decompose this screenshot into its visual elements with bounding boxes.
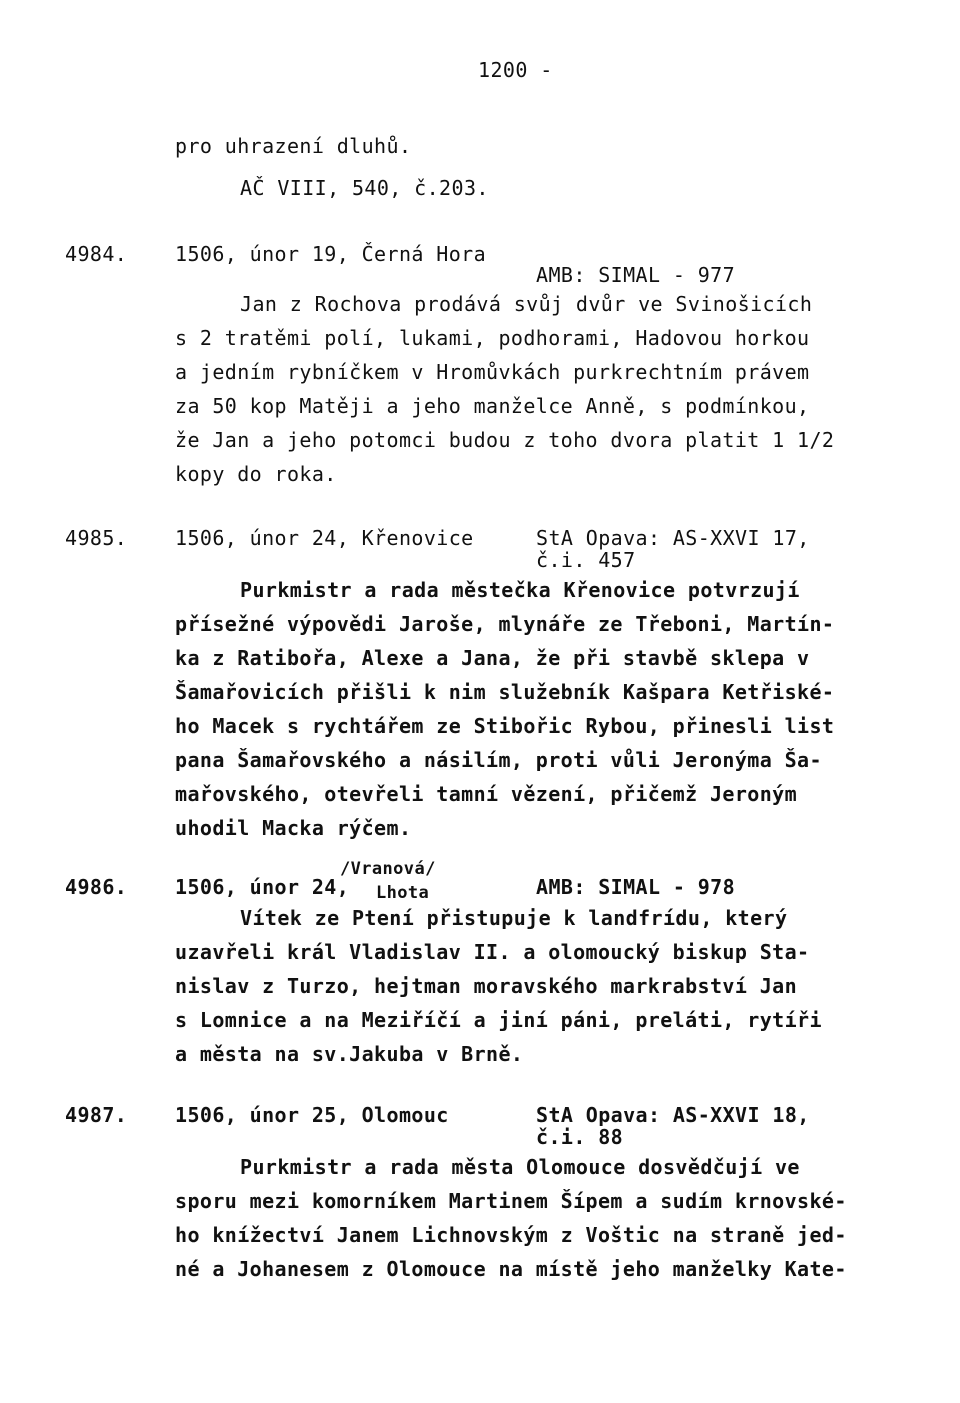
entry-text-line: uzavřeli král Vladislav II. a olomoucký biskup Sta- (175, 940, 810, 964)
entry-archive: StA Opava: AS-XXVI 17, (536, 526, 810, 550)
entry-text-line: Jan z Rochova prodává svůj dvůr ve Svinošicích (240, 292, 813, 316)
entry-text-line: pana Šamařovského a násilím, proti vůli Jeronýma Ša- (175, 748, 822, 772)
entry-text-line: že Jan a jeho potomci budou z toho dvora platit 1 1/2 (175, 428, 835, 452)
entry-archive-detail: č.i. 88 (536, 1125, 624, 1149)
entry-text-line: za 50 kop Matěji a jeho manželce Anně, s podmínkou, (175, 394, 810, 418)
entry-text-line: přísežné výpovědi Jaroše, mlynáře ze Třeboni, Martín- (175, 612, 835, 636)
page-number: 1200 - (478, 58, 553, 82)
entry-archive: AMB: SIMAL - 977 (536, 263, 736, 287)
entry-archive-detail: č.i. 457 (536, 548, 636, 572)
entry-place-upper: /Vranová/ (340, 859, 436, 879)
entry-text-line: kopy do roka. (175, 462, 337, 486)
entry-text-line: a města na sv.Jakuba v Brně. (175, 1042, 524, 1066)
entry-number: 4985. (65, 526, 128, 550)
entry-text-line: né a Johanesem z Olomouce na místě jeho manželky Kate- (175, 1257, 847, 1281)
entry-text-line: uhodil Macka rýčem. (175, 816, 412, 840)
entry-date-place: 1506, únor 24, Křenovice (175, 526, 474, 550)
entry-text-line: a jedním rybníčkem v Hromůvkách purkrechtním právem (175, 360, 810, 384)
entry-number: 4984. (65, 242, 128, 266)
entry-text-line: Purkmistr a rada městečka Křenovice potvrzují (240, 578, 800, 602)
entry-place-lower: Lhota (376, 883, 430, 903)
entry-date-place: 1506, únor 24, (175, 875, 350, 899)
entry-date-place: 1506, únor 25, Olomouc (175, 1103, 449, 1127)
intro-line: pro uhrazení dluhů. (175, 134, 412, 158)
entry-text-line: sporu mezi komorníkem Martinem Šípem a sudím krnovské- (175, 1189, 847, 1213)
intro-source: AČ VIII, 540, č.203. (240, 176, 489, 200)
entry-text-line: s 2 tratěmi polí, lukami, podhorami, Hadovou horkou (175, 326, 810, 350)
entry-number: 4987. (65, 1103, 128, 1127)
entry-text-line: ho knížectví Janem Lichnovským z Voštic na straně jed- (175, 1223, 847, 1247)
entry-text-line: ka z Ratibořa, Alexe a Jana, že při stavbě sklepa v (175, 646, 810, 670)
entry-archive: AMB: SIMAL - 978 (536, 875, 736, 899)
entry-text-line: Purkmistr a rada města Olomouce dosvědčují ve (240, 1155, 800, 1179)
entry-text-line: ho Macek s rychtářem ze Stibořic Rybou, přinesli list (175, 714, 835, 738)
entry-text-line: nislav z Turzo, hejtman moravského markrabství Jan (175, 974, 798, 998)
entry-text-line: Vítek ze Ptení přistupuje k landfrídu, který (240, 906, 788, 930)
entry-number: 4986. (65, 875, 128, 899)
entry-text-line: mařovského, otevřeli tamní vězení, přičemž Jeroným (175, 782, 798, 806)
entry-archive: StA Opava: AS-XXVI 18, (536, 1103, 810, 1127)
entry-text-line: s Lomnice a na Meziříčí a jiní páni, preláti, rytíři (175, 1008, 822, 1032)
entry-date-place: 1506, únor 19, Černá Hora (175, 242, 487, 266)
entry-text-line: Šamařovicích přišli k nim služebník Kašpara Ketřiské- (175, 680, 835, 704)
